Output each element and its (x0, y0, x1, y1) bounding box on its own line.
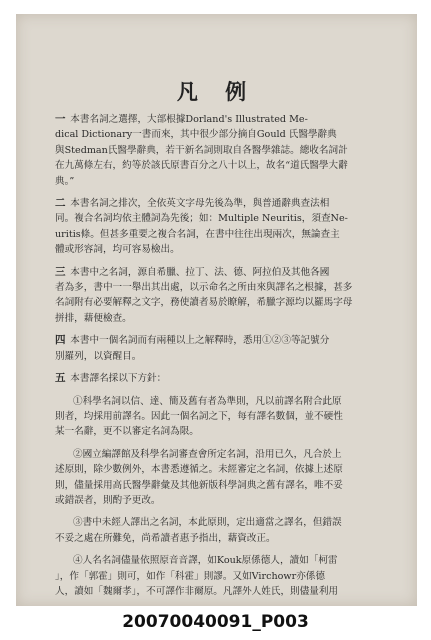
text-line (55, 158, 393, 173)
text-line (55, 311, 393, 326)
line-text: 」，作「郭霍」則可，如作「科霍」則謬。又如Virchowr亦係德 (55, 570, 325, 582)
paper-sheet (16, 14, 417, 606)
line-text: 則，儘量採用高氏醫學辭彙及其他新版科學詞典之舊有譯名，唯不妥 (55, 479, 343, 491)
text-body (55, 112, 393, 606)
paragraph (55, 515, 393, 546)
line-text: 某一名辭，更不以審定名詞為限。 (55, 426, 199, 438)
line-text: 別羅列，以資醒目。 (55, 350, 142, 362)
section-marker: 五 (55, 372, 66, 385)
text-line (55, 409, 393, 424)
line-text: 或錯誤者，則酌予更改。 (55, 494, 161, 506)
line-text: 在九萬條左右，約等於該氏原書百分之八十以上，故名“道氏醫學大辭 (55, 160, 348, 172)
paragraph (55, 112, 393, 189)
text-line (55, 424, 393, 439)
text-line (55, 371, 393, 386)
page-title: 凡 例 (176, 79, 257, 104)
line-text: uritis條。但甚多重要之複合名詞，在書中往往出現兩次，無論查主 (55, 228, 340, 240)
line-text: ①科學名詞以信、達、簡及舊有者為準則，凡以前譯名附合此原 (73, 395, 342, 407)
line-text: 典。” (55, 175, 75, 187)
paragraph (55, 447, 393, 509)
line-text: 本書中之名詞，源自希臘、拉丁、法、德、阿拉伯及其他各國 (70, 266, 330, 278)
text-line (55, 196, 393, 211)
line-text: 者為多，書中一一舉出其出處，以示命名之所由來與譯名之根據，甚多 (55, 282, 353, 294)
line-text: 不妥之處在所難免，尚希讀者惠予指出，藉資改正。 (55, 532, 276, 544)
text-line (55, 394, 393, 409)
line-text: 拼排，藉便檢查。 (55, 312, 132, 324)
text-line (55, 493, 393, 508)
line-text: 本書譯名採以下方針： (70, 373, 167, 385)
text-line (55, 242, 393, 257)
paragraph (55, 333, 393, 364)
paragraph (55, 553, 393, 599)
line-text: ④人名名詞儘量依照原音音譯，如Kouk原係德人，讀如「柯雷 (73, 555, 338, 567)
text-line (55, 447, 393, 462)
text-line (55, 569, 393, 584)
text-line (55, 333, 393, 348)
text-line (55, 478, 393, 493)
line-text: 體或形容詞，均可容易檢出。 (55, 244, 180, 256)
text-line (55, 143, 393, 158)
text-line (55, 174, 393, 189)
text-line (55, 265, 393, 280)
text-line (55, 462, 393, 477)
text-line (55, 349, 393, 364)
line-text: ③書中未經人譯出之名詞，本此原則，定出適當之譯名，但錯誤 (73, 517, 342, 529)
line-text: 同。複合名詞均依主體詞為先後；如：Multiple Neuritis，須查Ne- (55, 213, 348, 225)
paragraph (55, 265, 393, 327)
text-line (55, 112, 393, 127)
text-line (55, 584, 393, 599)
section-marker: 二 (55, 197, 66, 210)
line-text: 本書名詞之選擇，大部根據Dorland's Illustrated Me- (70, 114, 308, 125)
line-text: dical Dictionary一書而來，其中很少部分摘自Gould 氏醫學辭典 (55, 129, 337, 141)
text-line (55, 280, 393, 295)
paragraph (55, 196, 393, 258)
line-text: 本書名詞之排次，全依英文字母先後為準，與普通辭典查法相 (70, 198, 330, 210)
line-text: 述原則，除少數例外，本書悉遵循之。未經審定之名詞，依據上述原 (55, 464, 343, 476)
section-marker: 一 (55, 113, 66, 125)
line-text: 本書中一個名詞而有兩種以上之解釋時，悉用①②③等記號分 (70, 335, 330, 347)
section-marker: 四 (55, 334, 66, 347)
paragraph (55, 371, 393, 386)
section-marker: 三 (55, 265, 66, 278)
text-line (55, 227, 393, 242)
line-text: 則者，均採用前譯名。因此一個名詞之下，每有譯名數個，並不硬性 (55, 410, 343, 422)
line-text: 人，讀如「魏爾孝」，不可譯作非爾原。凡譯外人姓氏，則儘量利用 (55, 585, 339, 597)
line-text: 與Stedman氏醫學辭典，若干新名詞則取自各醫學雜誌。總收名詞計 (55, 144, 348, 156)
line-text: 名詞附有必要解釋之文字，務使讀者易於瞭解，希臘字源均以羅馬字母 (55, 297, 353, 309)
archive-id-caption: 20070040091_P003 (122, 612, 309, 632)
text-line (55, 211, 393, 226)
text-line (55, 515, 393, 530)
line-text: ②國立編譯館及科學名詞審查會所定名詞，沿用已久，凡合於上 (73, 448, 342, 460)
paragraph (55, 394, 393, 440)
text-line (55, 553, 393, 568)
text-line (55, 531, 393, 546)
text-line (55, 127, 393, 142)
text-line (55, 295, 393, 310)
